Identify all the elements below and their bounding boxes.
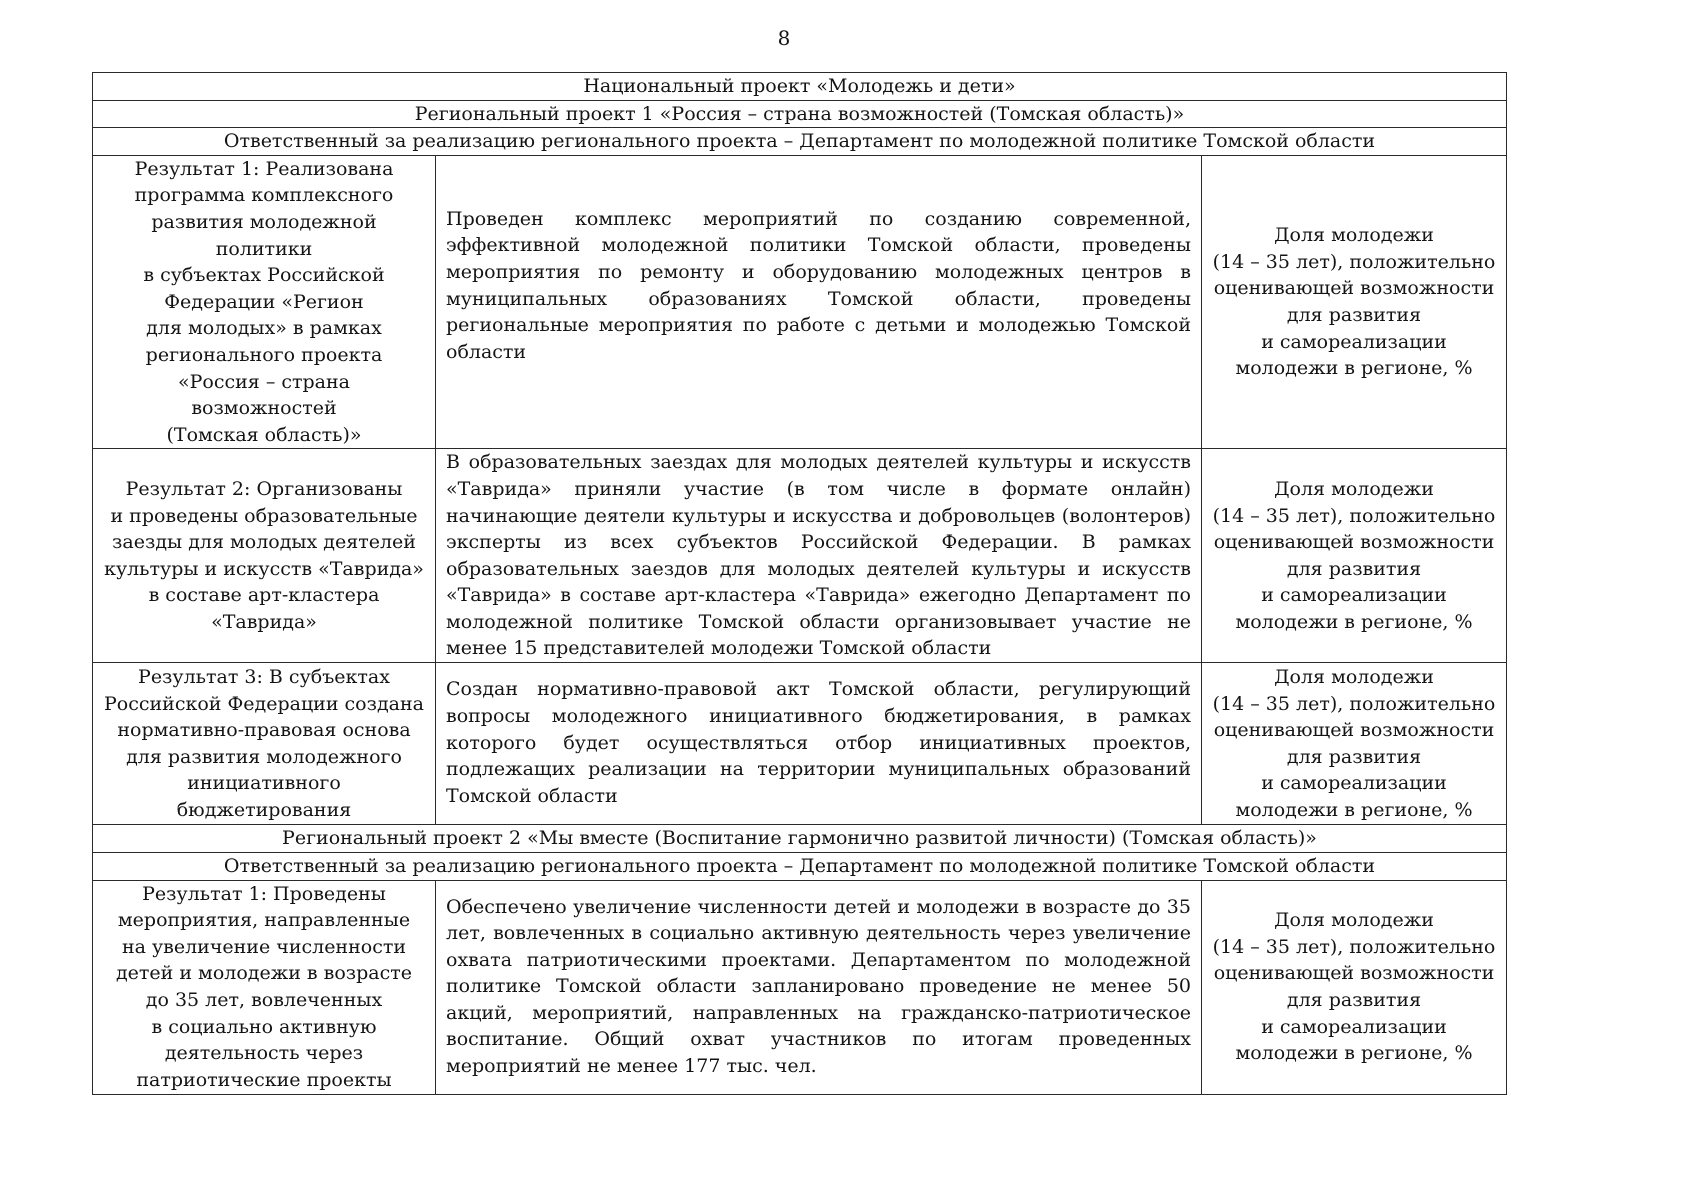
description-text: Проведен комплекс мероприятий по созданию современной, эффективной молодежной политики Томской области, проведены мероприятия по ремонту и оборудованию молодежных центров в муниципальных образованиях Томской области, проведены региональные мероприятия по работе с детьми и молодежью Томской области bbox=[446, 207, 1191, 363]
result-line: Результат 1: Проведены bbox=[142, 882, 386, 905]
indicator-line: и самореализации bbox=[1261, 772, 1447, 795]
result-line: и проведены образовательные bbox=[110, 504, 418, 527]
responsible-department: Ответственный за реализацию регионального проекта – Департамент по молодежной политике Томской области bbox=[93, 852, 1507, 880]
indicator-line: молодежи в регионе, % bbox=[1235, 799, 1473, 821]
result-line: культуры и искусств «Таврида» bbox=[104, 557, 424, 580]
result-line: на увеличение численности bbox=[121, 935, 407, 958]
responsible-row bbox=[93, 128, 1507, 156]
indicator-line: Доля молодежи bbox=[1274, 666, 1434, 689]
description-cell bbox=[436, 663, 1202, 825]
indicator-line: Доля молодежи bbox=[1274, 478, 1434, 501]
regional-project-title: Региональный проект 2 «Мы вместе (Воспитание гармонично развитой личности) (Томская область)» bbox=[93, 825, 1507, 853]
result-line: в субъектах Российской bbox=[143, 264, 385, 287]
indicator-line: для развития bbox=[1286, 745, 1422, 768]
result-cell bbox=[93, 880, 436, 1094]
result-line: детей и молодежи в возрасте bbox=[115, 962, 413, 985]
result-cell bbox=[93, 155, 436, 449]
indicator-line: оценивающей возможности bbox=[1213, 719, 1495, 742]
indicator-line: для развития bbox=[1286, 989, 1422, 1011]
indicator-line: молодежи в регионе, % bbox=[1235, 611, 1473, 633]
regional-project-row bbox=[93, 825, 1507, 853]
result-row bbox=[93, 663, 1507, 825]
indicator-line: оценивающей возможности bbox=[1213, 962, 1495, 985]
result-line: (Томская область)» bbox=[166, 423, 362, 446]
indicator-line: и самореализации bbox=[1261, 584, 1447, 607]
description-text: Обеспечено увеличение численности детей и молодежи в возрасте до 35 лет, вовлеченных в социально активную деятельность через увеличение охвата патриотическими проектами. Департаментом по молодежной политике Томской области запланировано проведение не менее 50 акций, мероприятий, направленных на гражданско-патриотическое воспитание. Общий охват участников по итогам проведенных мероприятий не менее 177 тыс. чел. bbox=[446, 895, 1191, 1078]
indicator-line: Доля молодежи bbox=[1274, 909, 1434, 932]
indicator-line: Доля молодежи bbox=[1274, 224, 1434, 247]
result-line: для молодых» в рамках bbox=[146, 317, 382, 340]
indicator-line: и самореализации bbox=[1261, 330, 1447, 353]
result-line: развития молодежной политики bbox=[151, 210, 377, 260]
indicator-cell bbox=[1202, 663, 1507, 825]
result-line: мероприятия, направленные bbox=[117, 909, 411, 932]
result-line: «Россия – страна возможностей bbox=[178, 370, 350, 420]
page-number: 8 bbox=[777, 26, 791, 50]
indicator-line: оценивающей возможности bbox=[1213, 531, 1495, 554]
national-project-row bbox=[93, 73, 1507, 101]
indicator-cell bbox=[1202, 880, 1507, 1094]
result-line: Результат 1: Реализована bbox=[134, 157, 394, 180]
indicator-line: (14 – 35 лет), положительно bbox=[1212, 692, 1496, 715]
national-project-title: Национальный проект «Молодежь и дети» bbox=[93, 73, 1507, 101]
result-line: патриотические проекты bbox=[136, 1068, 392, 1091]
result-row bbox=[93, 880, 1507, 1094]
indicator-line: молодежи в регионе, % bbox=[1235, 1042, 1473, 1065]
result-line: в социально активную bbox=[151, 1015, 377, 1038]
result-line: в составе арт-кластера bbox=[148, 584, 380, 607]
result-line: Российской Федерации создана bbox=[104, 692, 424, 715]
responsible-department: Ответственный за реализацию регионального проекта – Департамент по молодежной политике Томской области bbox=[93, 128, 1507, 156]
regional-project-title: Региональный проект 1 «Россия – страна возможностей (Томская область)» bbox=[93, 100, 1507, 128]
description-cell bbox=[436, 880, 1202, 1094]
result-line: для развития молодежного bbox=[126, 745, 402, 768]
result-line: бюджетирования bbox=[176, 799, 352, 821]
description-cell bbox=[436, 155, 1202, 449]
result-line: инициативного bbox=[187, 772, 341, 795]
indicator-line: и самореализации bbox=[1261, 1015, 1447, 1038]
result-line: нормативно-правовая основа bbox=[117, 719, 411, 742]
result-row bbox=[93, 155, 1507, 449]
result-line: до 35 лет, вовлеченных bbox=[145, 989, 383, 1011]
result-line: регионального проекта bbox=[145, 343, 383, 366]
regional-project-row bbox=[93, 100, 1507, 128]
result-line: программа комплексного bbox=[134, 184, 394, 207]
indicator-line: для развития bbox=[1286, 304, 1422, 327]
indicator-line: молодежи в регионе, % bbox=[1235, 357, 1473, 380]
indicator-line: (14 – 35 лет), положительно bbox=[1212, 504, 1496, 527]
indicator-line: (14 – 35 лет), положительно bbox=[1212, 250, 1496, 273]
indicator-line: (14 – 35 лет), положительно bbox=[1212, 935, 1496, 958]
report-table bbox=[92, 72, 1507, 1095]
result-line: Федерации «Регион bbox=[164, 290, 364, 313]
result-line: деятельность через bbox=[164, 1042, 364, 1065]
indicator-cell bbox=[1202, 155, 1507, 449]
result-cell bbox=[93, 449, 436, 663]
indicator-line: для развития bbox=[1286, 557, 1422, 580]
result-line: «Таврида» bbox=[211, 611, 317, 633]
description-text: В образовательных заездах для молодых деятелей культуры и искусств «Таврида» приняли участие (в том числе в формате онлайн) начинающие деятели культуры и искусства и добровольцев (волонтеров) эксперты из всех субъектов Российской Федерации. В рамках образовательных заездов для молодых деятелей культуры и искусств «Таврида» в составе арт-кластера «Таврида» ежегодно Департамент по молодежной политике Томской области организовывает участие не менее 15 представителей молодежи Томской области bbox=[446, 451, 1191, 660]
result-row bbox=[93, 449, 1507, 663]
description-cell bbox=[436, 449, 1202, 663]
indicator-line: оценивающей возможности bbox=[1213, 277, 1495, 300]
responsible-row bbox=[93, 852, 1507, 880]
result-line: заезды для молодых деятелей bbox=[112, 531, 416, 554]
indicator-cell bbox=[1202, 449, 1507, 663]
result-line: Результат 3: В субъектах bbox=[138, 666, 390, 689]
result-cell bbox=[93, 663, 436, 825]
result-line: Результат 2: Организованы bbox=[125, 478, 403, 501]
description-text: Создан нормативно-правовой акт Томской области, регулирующий вопросы молодежного инициативного бюджетирования, в рамках которого будет осуществляться отбор инициативных проектов, подлежащих реализации на территории муниципальных образований Томской области bbox=[446, 678, 1191, 807]
